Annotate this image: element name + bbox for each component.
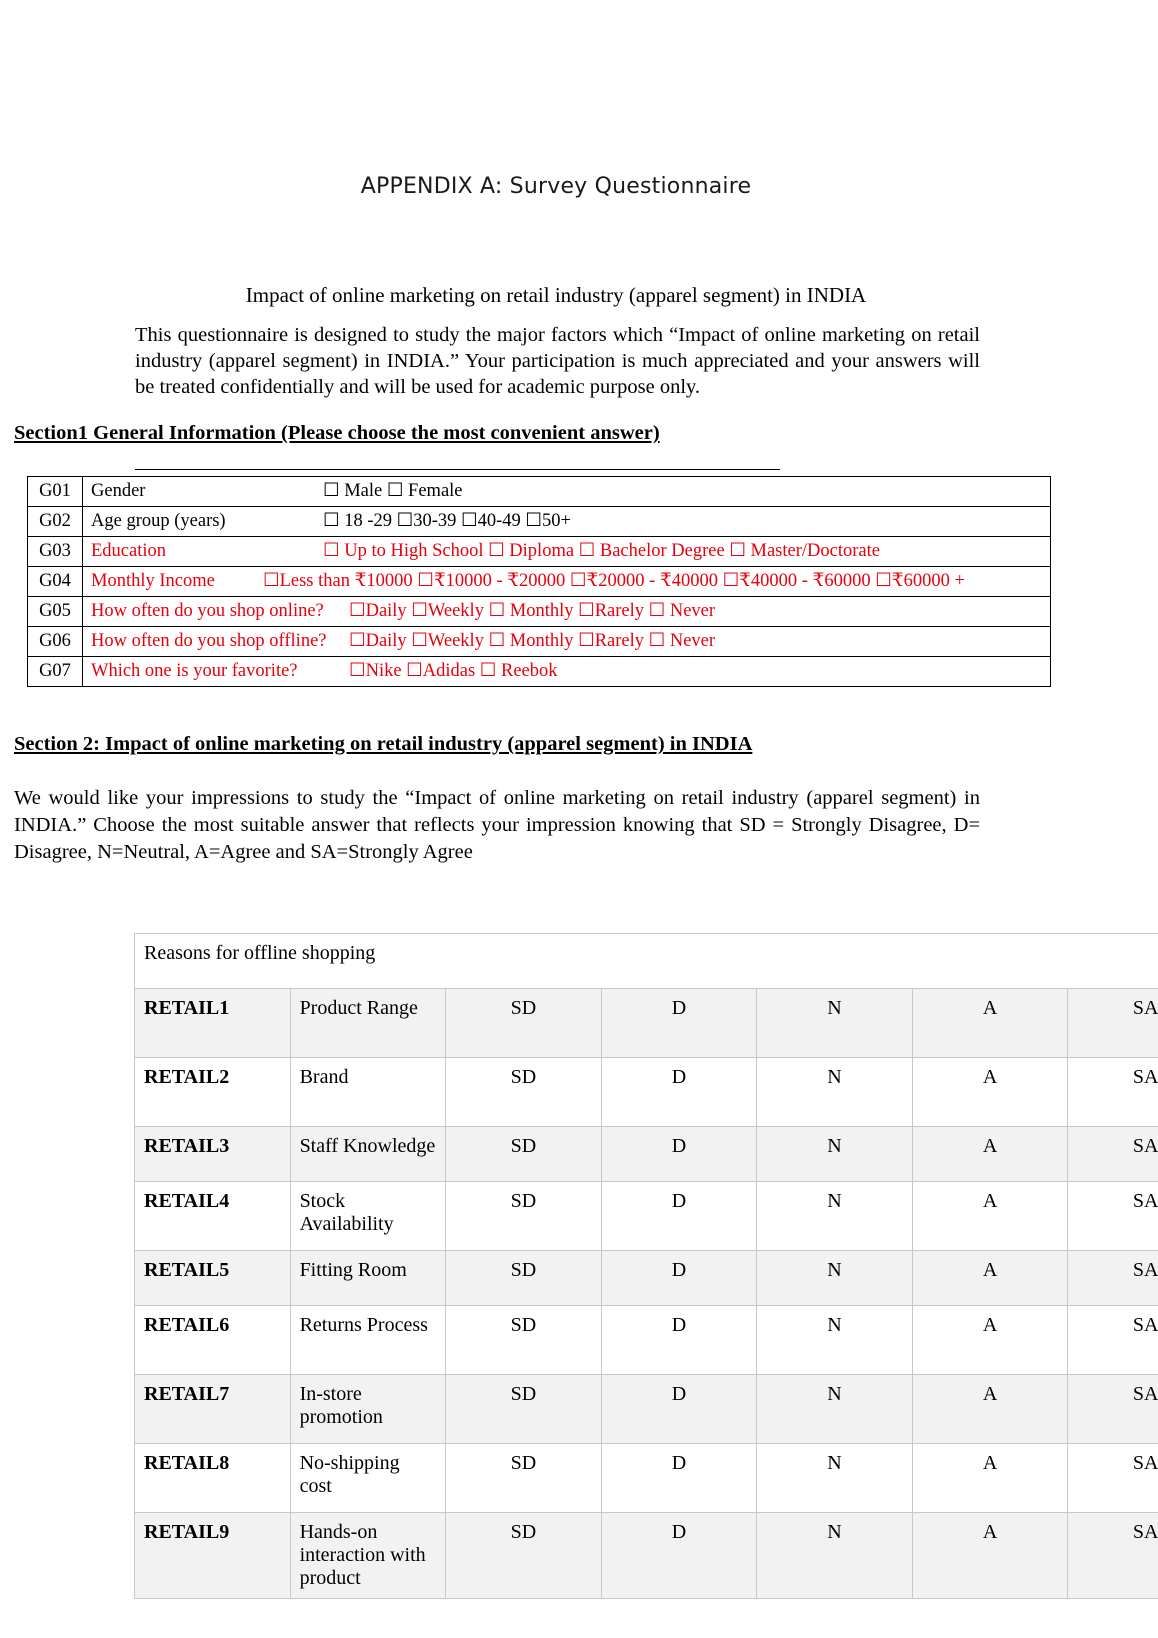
item-label: In-store promotion (290, 1375, 446, 1444)
item-code: RETAIL1 (135, 989, 291, 1058)
scale-option-sd[interactable]: SD (446, 1251, 602, 1306)
question-code: G02 (28, 507, 83, 537)
retail-table-title: Reasons for offline shopping (135, 934, 1158, 989)
option-group[interactable]: ☐Daily ☐Weekly ☐ Monthly ☐Rarely ☐ Never (349, 601, 716, 621)
table-row (28, 627, 1051, 657)
scale-option-n[interactable]: N (757, 1444, 913, 1513)
table-row (28, 657, 1051, 687)
question-cell (83, 657, 1051, 687)
scale-option-d[interactable]: D (601, 1182, 757, 1251)
question-cell (83, 537, 1051, 567)
scale-option-a[interactable]: A (912, 1058, 1068, 1127)
scale-option-d[interactable]: D (601, 1127, 757, 1182)
option-group[interactable]: ☐ Up to High School ☐ Diploma ☐ Bachelor Degree ☐ Master/Doctorate (323, 541, 880, 561)
option-group[interactable]: ☐ Male ☐ Female (323, 481, 463, 501)
table-row (135, 1306, 1158, 1375)
table-row (135, 1251, 1158, 1306)
scale-option-d[interactable]: D (601, 1058, 757, 1127)
general-information-table (27, 476, 1051, 687)
question-code: G04 (28, 567, 83, 597)
scale-option-sd[interactable]: SD (446, 1182, 602, 1251)
item-label: Product Range (290, 989, 446, 1058)
scale-option-d[interactable]: D (601, 1513, 757, 1599)
table-row (135, 1444, 1158, 1513)
question-code: G05 (28, 597, 83, 627)
table-row (135, 1182, 1158, 1251)
table-row (135, 1058, 1158, 1127)
option-group[interactable]: ☐Daily ☐Weekly ☐ Monthly ☐Rarely ☐ Never (349, 631, 716, 651)
item-label: Brand (290, 1058, 446, 1127)
question-label: How often do you shop online? (91, 601, 324, 621)
question-label: How often do you shop offline? (91, 631, 327, 651)
question-cell (83, 567, 1051, 597)
scale-option-d[interactable]: D (601, 1375, 757, 1444)
scale-option-sa[interactable]: SA (1068, 989, 1158, 1058)
question-cell (83, 627, 1051, 657)
study-title: Impact of online marketing on retail industry (apparel segment) in INDIA (245, 283, 867, 307)
table-row (135, 1375, 1158, 1444)
option-group[interactable]: ☐ 18 -29 ☐30-39 ☐40-49 ☐50+ (323, 511, 571, 531)
scale-option-a[interactable]: A (912, 1444, 1068, 1513)
scale-option-n[interactable]: N (757, 1513, 913, 1599)
horizontal-rule (135, 469, 780, 470)
question-code: G06 (28, 627, 83, 657)
retail-table-container (134, 933, 1158, 1599)
scale-option-a[interactable]: A (912, 1182, 1068, 1251)
question-label: Monthly Income (91, 571, 215, 591)
scale-option-d[interactable]: D (601, 989, 757, 1058)
scale-option-sa[interactable]: SA (1068, 1306, 1158, 1375)
scale-option-a[interactable]: A (912, 1306, 1068, 1375)
item-code: RETAIL2 (135, 1058, 291, 1127)
scale-option-sd[interactable]: SD (446, 1306, 602, 1375)
section2-heading: Section 2: Impact of online marketing on retail industry (apparel segment) in INDIA (14, 733, 753, 755)
scale-option-sd[interactable]: SD (446, 1444, 602, 1513)
table-row (28, 597, 1051, 627)
item-label: Stock Availability (290, 1182, 446, 1251)
scale-option-n[interactable]: N (757, 1058, 913, 1127)
item-label: No-shipping cost (290, 1444, 446, 1513)
question-cell (83, 507, 1051, 537)
scale-option-sa[interactable]: SA (1068, 1444, 1158, 1513)
item-code: RETAIL8 (135, 1444, 291, 1513)
table-row (135, 989, 1158, 1058)
intro-paragraph: This questionnaire is designed to study the major factors which “Impact of online marketing on retail industry (apparel segment) in INDIA.” Your participation is much appreciated and your answers will be treated confidentially and will be used for academic purpose only. (135, 324, 980, 398)
table-row (135, 1127, 1158, 1182)
table-header-row (135, 934, 1158, 989)
scale-option-n[interactable]: N (757, 1127, 913, 1182)
question-code: G01 (28, 477, 83, 507)
item-code: RETAIL4 (135, 1182, 291, 1251)
table-row (28, 567, 1051, 597)
table-row (135, 1513, 1158, 1599)
scale-option-a[interactable]: A (912, 1513, 1068, 1599)
item-label: Fitting Room (290, 1251, 446, 1306)
scale-option-n[interactable]: N (757, 989, 913, 1058)
item-code: RETAIL9 (135, 1513, 291, 1599)
scale-option-sa[interactable]: SA (1068, 1058, 1158, 1127)
scale-option-d[interactable]: D (601, 1251, 757, 1306)
question-cell (83, 477, 1051, 507)
scale-option-sa[interactable]: SA (1068, 1375, 1158, 1444)
question-label: Age group (years) (91, 511, 226, 531)
item-code: RETAIL6 (135, 1306, 291, 1375)
scale-option-sa[interactable]: SA (1068, 1182, 1158, 1251)
question-cell (83, 597, 1051, 627)
option-group[interactable]: ☐Less than ₹10000 ☐₹10000 - ₹20000 ☐₹20000 - ₹40000 ☐₹40000 - ₹60000 ☐₹60000 + (263, 571, 965, 591)
table-row (28, 507, 1051, 537)
scale-option-n[interactable]: N (757, 1306, 913, 1375)
question-label: Education (91, 541, 167, 561)
scale-option-a[interactable]: A (912, 1127, 1068, 1182)
scale-option-a[interactable]: A (912, 1375, 1068, 1444)
scale-option-n[interactable]: N (757, 1251, 913, 1306)
item-code: RETAIL7 (135, 1375, 291, 1444)
scale-option-a[interactable]: A (912, 1251, 1068, 1306)
question-code: G03 (28, 537, 83, 567)
appendix-title: APPENDIX A: Survey Questionnaire (360, 174, 752, 199)
section1-heading: Section1 General Information (Please choose the most convenient answer) (14, 422, 660, 444)
scale-option-d[interactable]: D (601, 1444, 757, 1513)
section2-paragraph: We would like your impressions to study the “Impact of online marketing on retail industry (apparel segment) in INDIA.” Choose the most suitable answer that reflects your impression knowing that SD = Strongly Disagree, D= Disagree, N=Neutral, A=Agree and SA=Strongly Agree (14, 787, 980, 863)
scale-option-d[interactable]: D (601, 1306, 757, 1375)
table-row (28, 477, 1051, 507)
scale-option-n[interactable]: N (757, 1375, 913, 1444)
retail-likert-table (134, 933, 1158, 1599)
scale-option-sd[interactable]: SD (446, 989, 602, 1058)
question-label: Gender (91, 481, 146, 501)
scale-option-sd[interactable]: SD (446, 1513, 602, 1599)
scale-option-sd[interactable]: SD (446, 1375, 602, 1444)
question-label: Which one is your favorite? (91, 661, 298, 681)
option-group[interactable]: ☐Nike ☐Adidas ☐ Reebok (349, 661, 558, 681)
item-label: Staff Knowledge (290, 1127, 446, 1182)
table-row (28, 537, 1051, 567)
scale-option-sd[interactable]: SD (446, 1058, 602, 1127)
item-code: RETAIL5 (135, 1251, 291, 1306)
scale-option-sd[interactable]: SD (446, 1127, 602, 1182)
item-label: Returns Process (290, 1306, 446, 1375)
scale-option-sa[interactable]: SA (1068, 1513, 1158, 1599)
question-code: G07 (28, 657, 83, 687)
scale-option-n[interactable]: N (757, 1182, 913, 1251)
item-code: RETAIL3 (135, 1127, 291, 1182)
scale-option-sa[interactable]: SA (1068, 1127, 1158, 1182)
scale-option-sa[interactable]: SA (1068, 1251, 1158, 1306)
scale-option-a[interactable]: A (912, 989, 1068, 1058)
item-label: Hands-on interaction with product (290, 1513, 446, 1599)
